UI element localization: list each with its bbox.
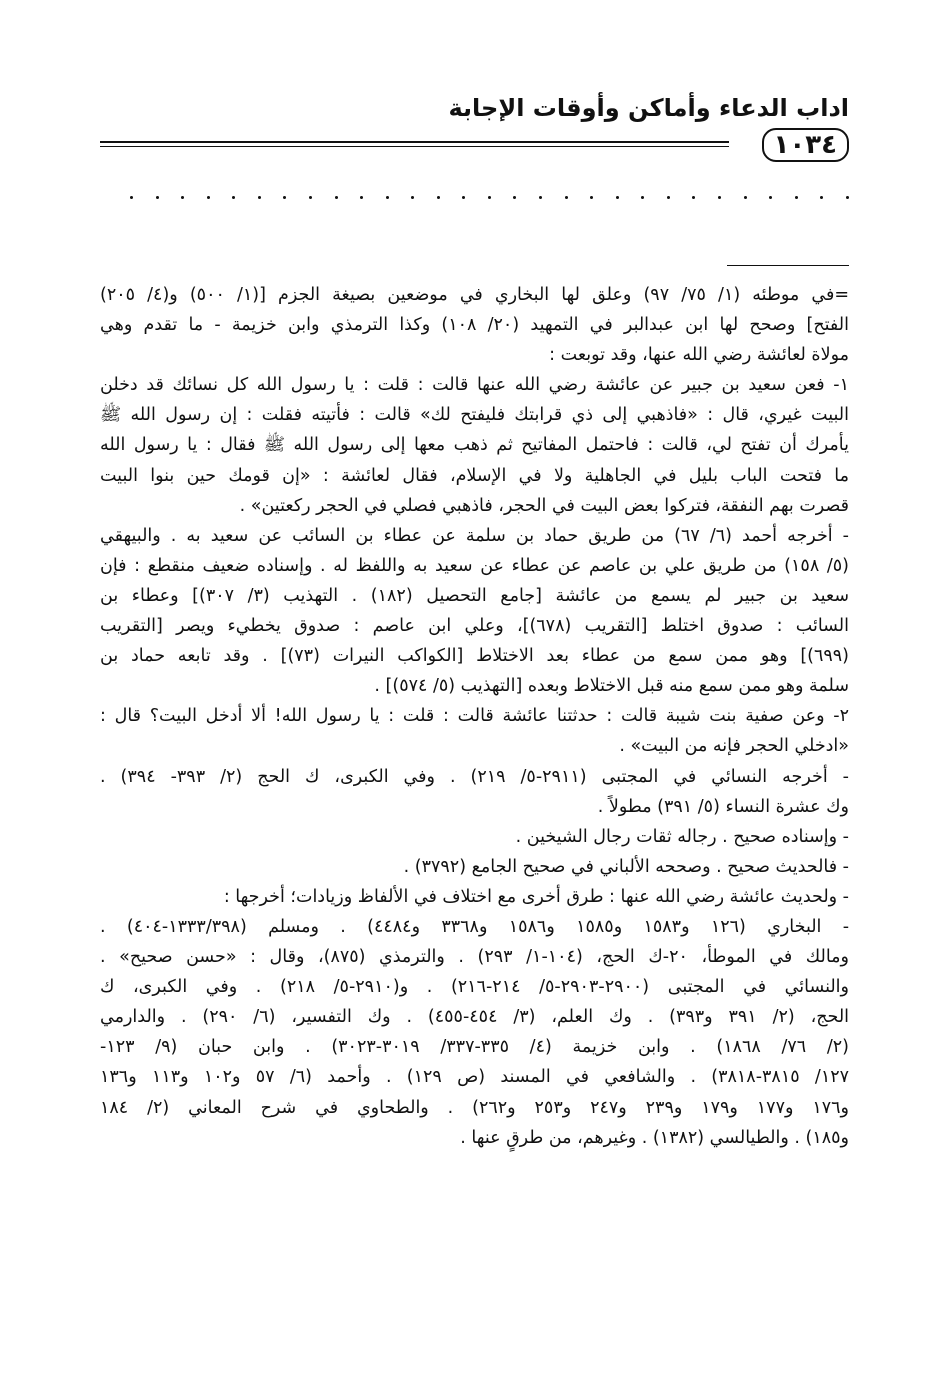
footnote-line: - أخرجه أحمد (٦/ ٦٧) من طريق حماد بن سلمة عن عطاء بن السائب عن سعيد به . والبيهقي: [100, 525, 849, 546]
footnote-line: (٥/ ١٥٨) من طريق علي بن عاصم عن عطاء عن سعيد به واللفظ له . وإسناده ضعيف منقطع : فإن: [100, 555, 849, 576]
dot: [283, 196, 286, 199]
page-number: ١٠٣٤: [762, 128, 849, 162]
footnote-rule: [727, 265, 849, 266]
dot: [513, 196, 516, 199]
header-rule-line: [100, 146, 729, 147]
header-rule: [100, 130, 849, 160]
footnote-line: السائب : صدوق اختلط [التقريب (٦٧٨)]، وعلي ابن عاصم : صدوق يخطيء ويصر [التقريب: [100, 616, 849, 637]
dot: [360, 196, 363, 199]
footnote-line: الحج، (٢/ ٣٩١ و٣٩٣) . وك العلم، (٣/ ٤٥٤-٤٥٥) . وك التفسير، (٦/ ٢٩٠) . والدارمي: [100, 1007, 850, 1028]
dot: [539, 196, 542, 199]
header-rule-line: [100, 141, 729, 143]
footnote-line: و١٧٦ و١٧٧ و١٧٩ و٢٣٩ و٢٤٧ و٢٥٣ و٢٦٢) . والطحاوي في شرح المعاني (٢/ ١٨٤: [100, 1097, 849, 1118]
dot: [846, 196, 849, 199]
footnote-line: مولاة لعائشة رضي الله عنها، وقد توبعت :: [549, 345, 849, 366]
footnote-line: الفتح] وصحح لها ابن عبدالبر في التمهيد (٢٠/ ١٠٨) وكذا الترمذي وابن خزيمة - ما تقدم وهي: [100, 315, 849, 336]
footnote-line: - ولحديث عائشة رضي الله عنها : طرق أخرى مع اختلاف في الألفاظ وزيادات؛ أخرجها :: [223, 886, 849, 907]
dot: [641, 196, 644, 199]
footnote-line: (٢/ ٧٦/ ١٨٦٨) . وابن خزيمة (٤/ ٣٣٥-٣٣٧/ ٣٠١٩-٣٠٢٣) . وابن حبان (٩/ ١٢٣-: [100, 1037, 849, 1058]
footnote-line: - أخرجه النسائي في المجتبى (٢٩١١-٥/ ٢١٩) . وفي الكبرى، ك الحج (٢/ ٣٩٣- ٣٩٤) .: [100, 766, 849, 787]
dot: [744, 196, 747, 199]
dot: [565, 196, 568, 199]
dot: [437, 196, 440, 199]
dot: [590, 196, 593, 199]
footnote-line: ٢- وعن صفية بنت شيبة قالت : حدثتنا عائشة قالت : قلت : يا رسول الله! ألا أدخل البيت؟ قال :: [100, 706, 849, 727]
dot: [667, 196, 670, 199]
dot: [258, 196, 261, 199]
dot: [462, 196, 465, 199]
footnote-line: «ادخلي الحجر فإنه من البيت» .: [619, 736, 849, 757]
footnote-line: قصرت بهم النفقة، فتركوا بعض البيت في الحجر، فاذهبي فصلي في الحجر ركعتين» .: [239, 495, 849, 516]
footnote-line: - وإسناده صحيح . رجاله ثقات رجال الشيخين .: [515, 826, 849, 847]
footnote-line: يأمرك أن تفتح لي، قالت : فاحتمل المفاتيح ثم ذهب معها إلى رسول الله ﷺ فقال : يا رسول الله: [100, 435, 849, 456]
footnote-line: ما فتحت الباب بليل في الجاهلية ولا في الإسلام، فقال لعائشة : «إن قومك حين بنوا البيت: [100, 465, 849, 486]
footnote-line: و١٨٥) . والطيالسي (١٣٨٢) . وغيرهم، من طرقٍ عنها .: [460, 1127, 849, 1148]
dot: [820, 196, 823, 199]
dot: [130, 196, 133, 199]
dot: [488, 196, 491, 199]
dot: [795, 196, 798, 199]
dot: [309, 196, 312, 199]
footnote-line: والنسائي في المجتبى (٢٩٠٠-٢٩٠٣-٥/ ٢١٤-٢١٦) . و(٢٩١٠-٥/ ٢١٨) . وفي الكبرى، ك: [100, 977, 849, 998]
footnote-line: سعيد بن جبير لم يسمع من عائشة [جامع التحصيل (١٨٢) . التهذيب (٣/ ٣٠٧)] وعطاء بن: [100, 585, 849, 606]
dot: [616, 196, 619, 199]
footnote-line: =في موطئه (١/ ٧٥/ ٩٧) وعلق لها البخاري في موضعين بصيغة الجزم [(١/ ٥٠٠) و(٤/ ٢٠٥): [100, 285, 850, 305]
footnote-line: ومالك في الموطأ، ٢٠-ك الحج، (١٠٤-١/ ٢٩٣) . والترمذي (٨٧٥)، وقال : «حسن صحيح» .: [100, 947, 849, 968]
running-title: اداب الدعاء وأماكن وأوقات الإجابة: [448, 94, 849, 122]
dot: [386, 196, 389, 199]
footnote-line: سلمة وهو ممن سمع منه قبل الاختلاط وبعده [التهذيب (٥/ ٥٧٤)] .: [374, 676, 849, 697]
dot: [207, 196, 210, 199]
footnote-line: البيت غيري، قال : «فاذهبي إلى ذي قرابتك فليفتح لك» قالت : فأتيته فقلت : إن رسول الله ﷺ: [100, 405, 849, 426]
dot: [232, 196, 235, 199]
dot: [335, 196, 338, 199]
dot: [692, 196, 695, 199]
dot: [718, 196, 721, 199]
footnote-line: - البخاري (١٢٦ و١٥٨٣ و١٥٨٥ و١٥٨٦ و٣٣٦٨ و٤٤٨٤) . ومسلم (١٣٣٣/٣٩٨-٤٠٤) .: [100, 916, 850, 937]
dotted-separator: [130, 196, 849, 210]
dot: [181, 196, 184, 199]
footnote-line: - فالحديث صحيح . وصححه الألباني في صحيح الجامع (٣٧٩٢) .: [403, 856, 849, 877]
dot: [769, 196, 772, 199]
footnote-line: (٦٩٩)] وهو ممن سمع من عطاء بعد الاختلاط [الكواكب النيرات (٧٣)] . وقد تابعه حماد بن: [100, 646, 849, 667]
footnote-line: ١٢٧/ ٣٨١٥-٣٨١٨) . والشافعي في المسند (ص ١٢٩) . وأحمد (٦/ ٥٧ و١٠٢ و١١٣ و١٣٦: [100, 1067, 850, 1088]
footnote-text: [100, 280, 849, 1153]
dot: [411, 196, 414, 199]
dot: [156, 196, 159, 199]
footnote-line: ١- فعن سعيد بن جبير عن عائشة رضي الله عنها قالت : قلت : يا رسول الله كل نسائك قد دخلن: [100, 375, 849, 396]
footnote-line: وك عشرة النساء (٥/ ٣٩١) مطولاً .: [597, 796, 849, 817]
